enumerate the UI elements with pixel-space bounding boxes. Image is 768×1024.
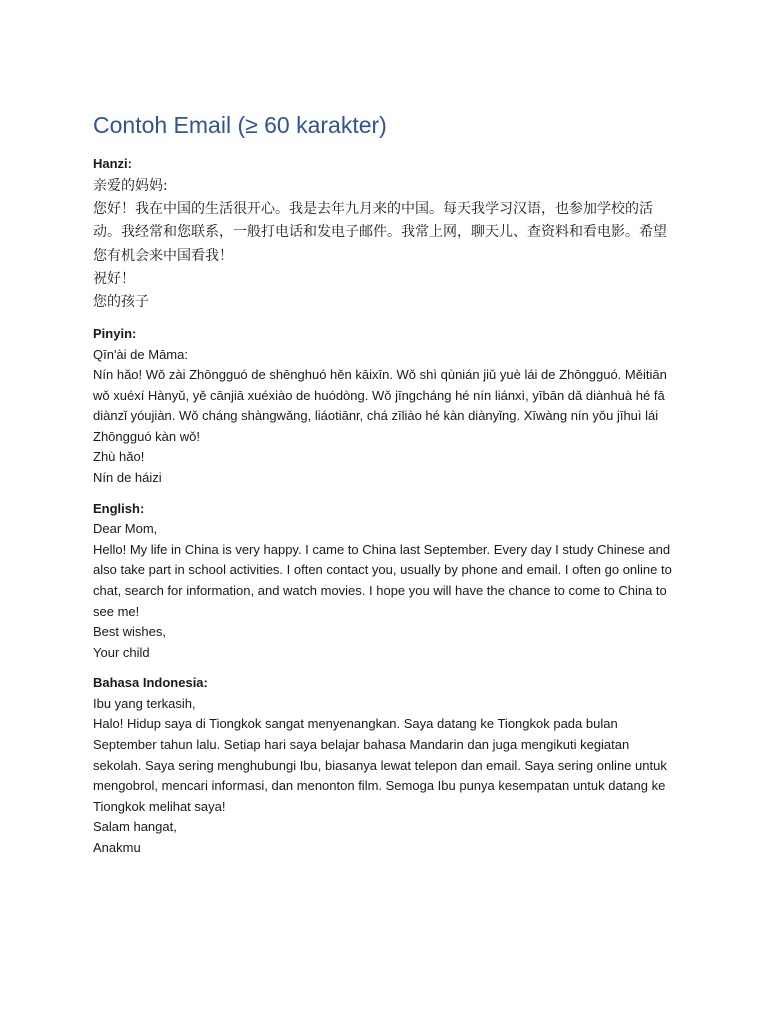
english-greeting: Dear Mom, bbox=[93, 521, 158, 537]
hanzi-signature: 您的孩子 bbox=[93, 294, 149, 310]
pinyin-greeting: Qīn'ài de Māma: bbox=[93, 346, 188, 362]
hanzi-greeting: 亲爱的妈妈: bbox=[93, 177, 168, 194]
hanzi-closing: 祝好！ bbox=[93, 271, 135, 287]
indonesian-label: Bahasa Indonesia: bbox=[93, 675, 208, 691]
indonesian-section bbox=[93, 673, 678, 858]
english-label: English: bbox=[93, 500, 145, 516]
document-title: Contoh Email (≥ 60 karakter) bbox=[93, 112, 387, 138]
indonesian-greeting: Ibu yang terkasih, bbox=[93, 695, 196, 711]
english-body: Hello! My life in China is very happy. I came to China last September. Every day I study Chinese and also take part in school activities. I often contact you, usually by phone and email. I often go online to chat, search for information, and watch movies. I hope you will have the chance to come to China to see me! bbox=[93, 541, 672, 619]
english-signature: Your child bbox=[93, 644, 150, 660]
indonesian-body: Halo! Hidup saya di Tiongkok sangat menyenangkan. Saya datang ke Tiongkok pada bulan September tahun lalu. Setiap hari saya belajar bahasa Mandarin dan juga mengikuti kegiatan sekolah. Saya sering menghubungi Ibu, biasanya lewat telepon dan email. Saya sering online untuk mengobrol, mencari informasi, dan menonton film. Semoga Ibu punya kesempatan untuk datang ke Tiongkok melihat saya! bbox=[93, 716, 667, 814]
hanzi-label: Hanzi: bbox=[93, 156, 132, 171]
hanzi-body: 您好！我在中国的生活很开心。我是去年九月来的中国。每天我学习汉语，也参加学校的活动。我经常和您联系，一般打电话和发电子邮件。我常上网，聊天儿、查资料和看电影。希望您有机会来中国看我！ bbox=[93, 200, 667, 264]
document-page bbox=[93, 110, 678, 869]
english-closing: Best wishes, bbox=[93, 624, 166, 640]
indonesian-signature: Anakmu bbox=[93, 839, 141, 855]
hanzi-section bbox=[93, 154, 678, 314]
indonesian-closing: Salam hangat, bbox=[93, 819, 177, 835]
pinyin-signature: Nín de háizi bbox=[93, 470, 162, 486]
pinyin-label: Pinyin: bbox=[93, 326, 137, 341]
pinyin-body: Nín hǎo! Wǒ zài Zhōngguó de shēnghuó hěn kāixīn. Wǒ shì qùnián jiǔ yuè lái de Zhōngguó. Měitiān wǒ xuéxí Hànyǔ, yě cānjiā xuéxiào de huódòng. Wǒ jīngcháng hé nín liánxì, yībān dǎ diànhuà hé fā diànzǐ yóujiàn. Wǒ cháng shàngwǎng, liáotiānr, chá zīliào hé kàn diànyǐng. Xīwàng nín yǒu jīhuì lái Zhōngguó kàn wǒ! bbox=[93, 367, 667, 444]
pinyin-closing: Zhù hǎo! bbox=[93, 449, 145, 465]
english-section bbox=[93, 499, 678, 664]
pinyin-section bbox=[93, 324, 678, 489]
